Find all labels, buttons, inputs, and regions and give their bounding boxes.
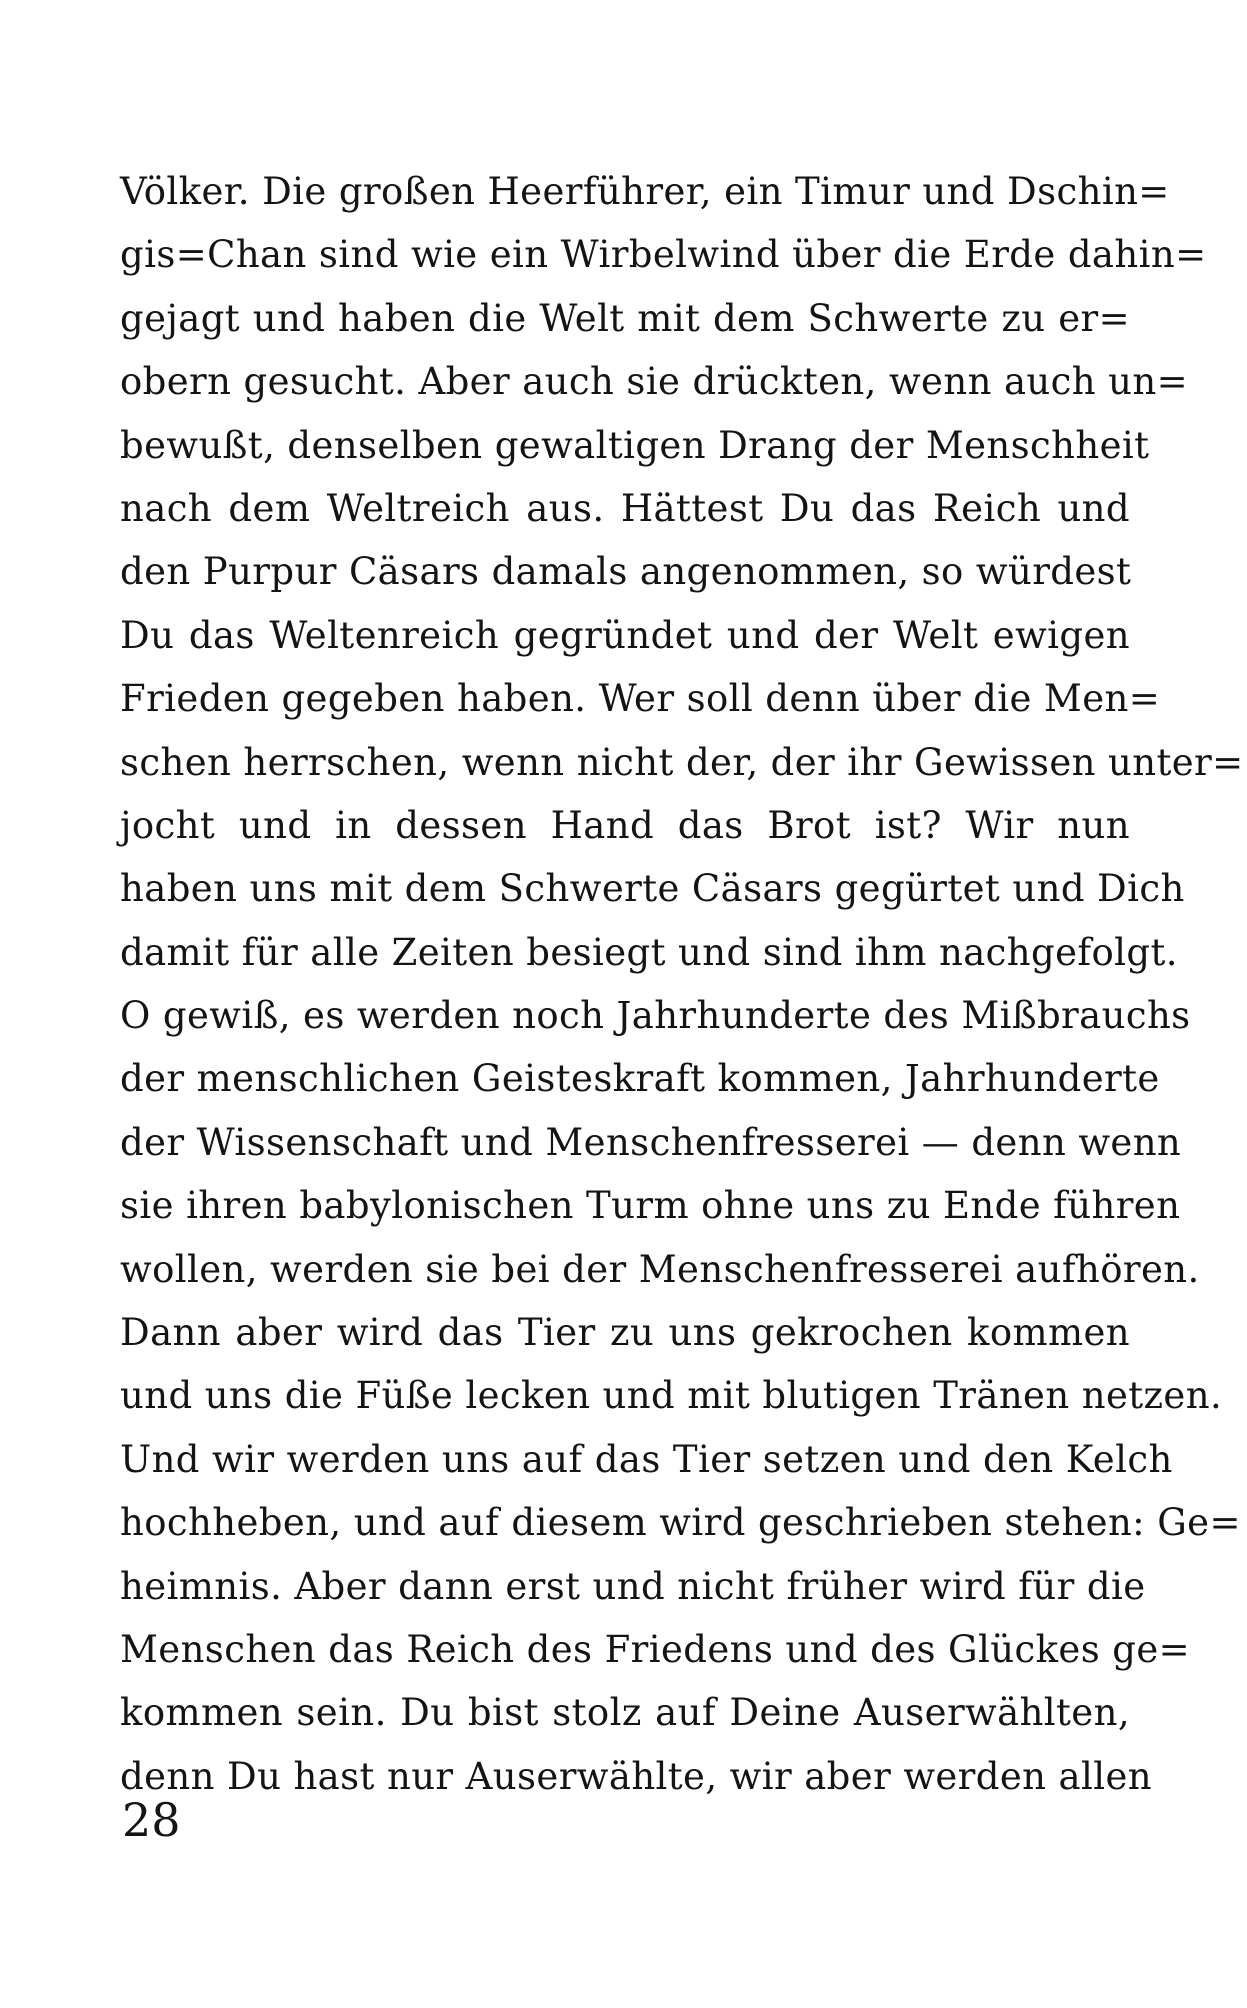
text-line: jocht und in dessen Hand das Brot ist? Wir nun: [120, 803, 1130, 847]
text-line: heimnis. Aber dann erst und nicht früher wird für die: [120, 1564, 1146, 1608]
text-line: den Purpur Cäsars damals angenommen, so würdest: [120, 550, 1132, 594]
text-line: wollen, werden sie bei der Menschenfresserei aufhören.: [120, 1247, 1200, 1291]
text-line: und uns die Füße lecken und mit blutigen Tränen netzen.: [120, 1374, 1223, 1418]
text-line: hochheben, und auf diesem wird geschrieben stehen: Ge=: [120, 1501, 1241, 1545]
text-line: Völker. Die großen Heerführer, ein Timur und Dschin=: [120, 170, 1170, 213]
text-line: Und wir werden uns auf das Tier setzen und den Kelch: [120, 1437, 1173, 1481]
text-line: der menschlichen Geisteskraft kommen, Jahrhunderte: [120, 1057, 1160, 1101]
text-line: O gewiß, es werden noch Jahrhunderte des Mißbrauchs: [120, 994, 1191, 1038]
text-line: denn Du hast nur Auserwählte, wir aber werden allen: [120, 1754, 1152, 1798]
text-line: kommen sein. Du bist stolz auf Deine Auserwählten,: [120, 1691, 1130, 1735]
text-line: Dann aber wird das Tier zu uns gekrochen kommen: [120, 1311, 1130, 1355]
text-line: haben uns mit dem Schwerte Cäsars gegürtet und Dich: [120, 867, 1185, 911]
text-line: nach dem Weltreich aus. Hättest Du das Reich und: [120, 486, 1130, 530]
text-line: sie ihren babylonischen Turm ohne uns zu Ende führen: [120, 1184, 1181, 1228]
text-line: der Wissenschaft und Menschenfresserei — denn wenn: [120, 1120, 1182, 1164]
text-line: obern gesucht. Aber auch sie drückten, wenn auch un=: [120, 360, 1189, 404]
text-line: Menschen das Reich des Friedens und des Glückes ge=: [120, 1627, 1191, 1671]
page-number: 28: [122, 1793, 181, 1847]
text-line: bewußt, denselben gewaltigen Drang der Menschheit: [120, 423, 1150, 467]
text-line: schen herrschen, wenn nicht der, der ihr Gewissen unter=: [120, 740, 1244, 784]
text-line: gejagt und haben die Welt mit dem Schwerte zu er=: [120, 296, 1130, 340]
text-line: gis=Chan sind wie ein Wirbelwind über die Erde dahin=: [120, 233, 1207, 277]
text-line: damit für alle Zeiten besiegt und sind ihm nachgefolgt.: [120, 930, 1178, 974]
text-line: Frieden gegeben haben. Wer soll denn über die Men=: [120, 677, 1161, 721]
body-text: [120, 160, 1244, 1808]
text-line: Du das Weltenreich gegründet und der Welt ewigen: [120, 613, 1130, 657]
